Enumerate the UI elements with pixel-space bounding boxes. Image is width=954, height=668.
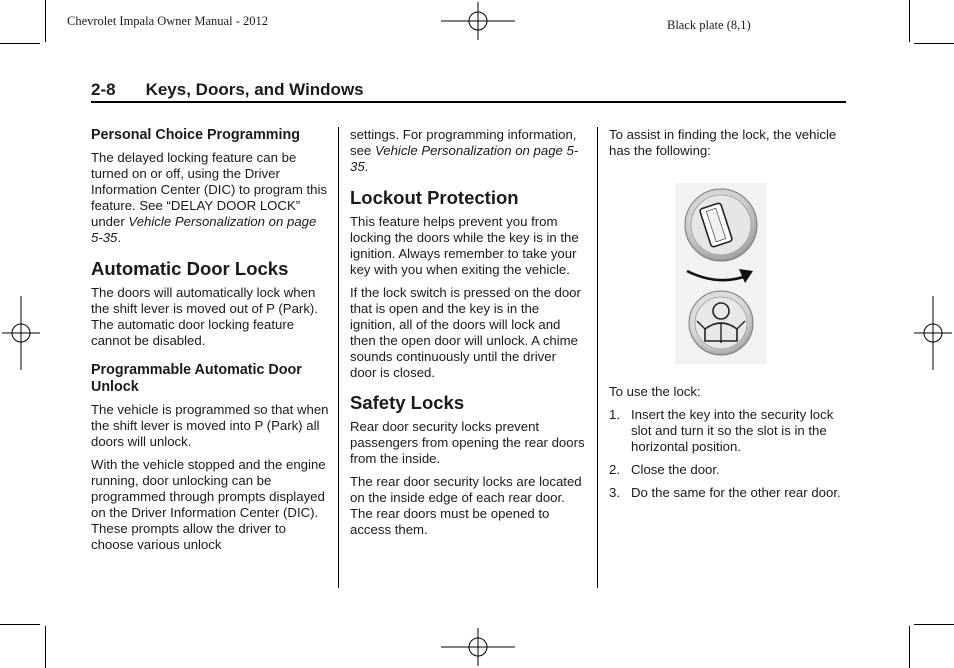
paragraph-continued: settings. For programming information, see Vehicle Personalization on page 5-35. [350,127,579,174]
paragraph-lockout-1: This feature helps prevent you from locking the doors while the key is in the ignition. Always remember to take your key with you when exiting the vehicle. [350,214,579,277]
paragraph-personal-choice: The delayed locking feature can be turned on or off, using the Driver Information Center (DIC) to program this feature. See “DELAY DOOR LOCK” under Vehicle Personalization on page 5-35. [91,150,327,245]
registration-mark-right [914,296,952,370]
column-divider-1 [338,127,339,588]
header-rule [91,101,846,103]
heading-safety-locks: Safety Locks [350,392,465,413]
paragraph-programmable-1: The vehicle is programmed so that when the shift lever is moved into P (Park) all doors will unlock. [91,402,329,449]
registration-mark-top [441,2,515,40]
section-title: Keys, Doors, and Windows [145,80,364,99]
list-item: 2. Close the door. [609,462,720,477]
paragraph-intro: To assist in finding the lock, the vehicle has the following: [609,127,837,158]
heading-lockout-protection: Lockout Protection [350,187,519,208]
registration-mark-left [2,296,40,370]
manual-title: Chevrolet Impala Owner Manual - 2012 [67,14,268,28]
registration-mark-bottom [441,628,515,666]
cross-reference[interactable]: Vehicle Personalization on page 5-35 [350,143,579,174]
paragraph-lockout-2: If the lock switch is pressed on the door that is open and the key is in the ignition, all of the doors will lock and then the open door will unlock. A chime sounds continuously until the driver door is closed. [350,285,581,380]
paragraph-programmable-2: With the vehicle stopped and the engine running, door unlocking can be programmed through prompts displayed on the Driver Information Center (DIC). These prompts allow the driver to choose various unlock [91,457,326,552]
lock-symbol-icon [675,183,767,364]
plate-label: Black plate (8,1) [667,18,751,32]
paragraph-automatic-door-locks: The doors will automatically lock when the shift lever is moved out of P (Park). The automatic door locking feature cannot be disabled. [91,285,318,348]
column-2 [350,127,585,545]
steps-list [609,407,847,501]
column-divider-2 [597,127,598,588]
page-title [91,80,364,100]
section-number: 2-8 [91,80,116,99]
security-lock-illustration [675,183,767,364]
heading-personal-choice: Personal Choice Programming [91,127,300,143]
paragraph-use-lock: To use the lock: [609,384,701,399]
list-item: 3. Do the same for the other rear door. [609,485,841,500]
heading-programmable-unlock: Programmable Automatic Door Unlock [91,362,302,395]
cross-reference[interactable]: Vehicle Personalization on page 5-35 [91,214,317,245]
column-3 [609,127,847,508]
column-1 [91,127,329,560]
heading-automatic-door-locks: Automatic Door Locks [91,258,289,279]
list-item: 1. Insert the key into the security lock slot and turn it so the slot is in the horizontal position. [609,407,834,454]
paragraph-safety-2: The rear door security locks are located on the inside edge of each rear door. The rear doors must be opened to access them. [350,474,582,537]
paragraph-safety-1: Rear door security locks prevent passengers from opening the rear doors from the inside. [350,419,585,466]
